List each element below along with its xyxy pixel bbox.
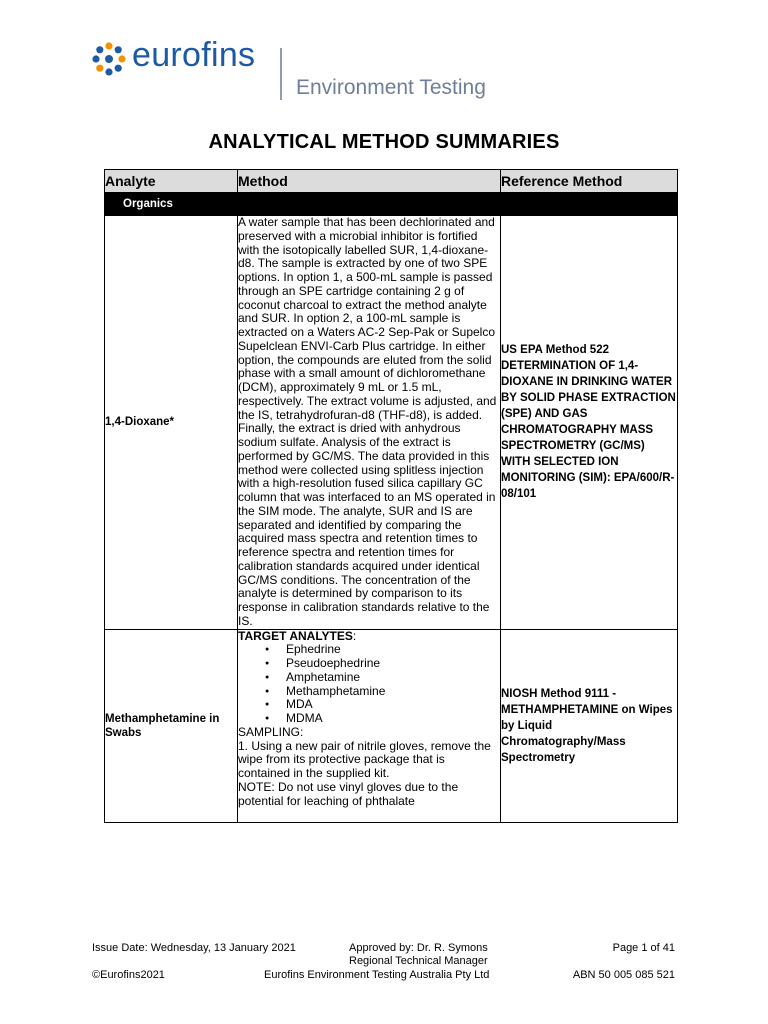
- list-item: ● Amphetamine: [286, 671, 500, 685]
- column-header-method: Method: [238, 170, 501, 193]
- company-logo-text: eurofins: [132, 36, 256, 74]
- method-summary-table: [104, 169, 678, 823]
- table-row: [105, 629, 678, 822]
- sampling-note: NOTE: Do not use vinyl gloves due to the potential for leaching of phthalate: [238, 779, 459, 808]
- page-number: Page 1 of 41: [612, 942, 675, 954]
- table-header-row: [105, 170, 678, 193]
- list-item: ● Pseudoephedrine: [286, 657, 500, 671]
- approved-by: Approved by: Dr. R. Symons: [349, 942, 488, 954]
- analyte-cell: 1,4-Dioxane*: [105, 216, 238, 630]
- approver-title: Regional Technical Manager: [349, 955, 488, 967]
- method-cell: TARGET ANALYTES: ● Ephedrine ● Pseudoephedrine ● Amphetamine ● Methamphetamine ● MDA ● MDMA SAMPLING: 1. Using a new pair of nitrile gloves, remove the wipe from its protective package that is contained in the supplied kit. NOTE: Do not use vinyl gloves due to the potential for leaching of phthalate: [238, 629, 501, 822]
- page-title: ANALYTICAL METHOD SUMMARIES: [208, 131, 560, 153]
- logo-divider: [280, 48, 282, 100]
- division-name: Environment Testing: [296, 76, 486, 99]
- eurofins-logo-icon: [92, 42, 126, 76]
- sampling-step: 1. Using a new pair of nitrile gloves, remove the wipe from its protective package that is contained in the supplied kit.: [238, 738, 491, 780]
- reference-cell: NIOSH Method 9111 - METHAMPHETAMINE on Wipes by Liquid Chromatography/Mass Spectrometry: [501, 629, 678, 822]
- issue-date: Issue Date: Wednesday, 13 January 2021: [92, 942, 296, 954]
- reference-cell: US EPA Method 522 DETERMINATION OF 1,4-DIOXANE IN DRINKING WATER BY SOLID PHASE EXTRACTION (SPE) AND GAS CHROMATOGRAPHY MASS SPECTROMETRY (GC/MS) WITH SELECTED ION MONITORING (SIM): EPA/600/R-08/101: [501, 216, 678, 630]
- sampling-heading: SAMPLING:: [238, 724, 304, 739]
- target-analytes-heading: TARGET ANALYTES: [238, 629, 353, 643]
- method-cell: A water sample that has been dechlorinated and preserved with a microbial inhibitor is fortified with the isotopically labelled SUR, 1,4-dioxane-d8. The sample is extracted by one of two SPE options. In option 1, a 500-mL sample is passed through an SPE cartridge containing 2 g of coconut charcoal to extract the method analyte and SUR. In option 2, a 100-mL sample is extracted on a Waters AC-2 Sep-Pak or Supelco Supelclean ENVI-Carb Plus cartridge. In either option, the compounds are eluted from the solid phase with a small amount of dichloromethane (DCM), approximately 9 mL or 1.5 mL, respectively. The extract volume is adjusted, and the IS, tetrahydrofuran-d8 (THF-d8), is added. Finally, the extract is dried with anhydrous sodium sulfate. Analysis of the extract is performed by GC/MS. The data provided in this method were collected using splitless injection with a high-resolution fused silica capillary GC column that was interfaced to an MS operated in the SIM mode. The analyte, SUR and IS are separated and identified by comparing the acquired mass spectra and retention times to reference spectra and retention times for calibration standards acquired under identical GC/MS conditions. The concentration of the analyte is determined by comparison to its response in calibration standards relative to the IS.: [238, 216, 501, 630]
- column-header-reference: Reference Method: [501, 170, 678, 193]
- list-item: ● MDA: [286, 698, 500, 712]
- analyte-cell: Methamphetamine in Swabs: [105, 629, 238, 822]
- target-analyte-list: [238, 643, 500, 726]
- table-row: [105, 216, 678, 630]
- company-name: Eurofins Environment Testing Australia Pty Ltd: [264, 969, 490, 981]
- section-row-organics: [105, 193, 678, 216]
- list-item: ● Methamphetamine: [286, 685, 500, 699]
- list-item: ● MDMA: [286, 712, 500, 726]
- column-header-analyte: Analyte: [105, 170, 238, 193]
- list-item: ● Ephedrine: [286, 643, 500, 657]
- abn: ABN 50 005 085 521: [572, 969, 675, 981]
- copyright: ©Eurofins2021: [92, 969, 165, 981]
- section-label: Organics: [123, 198, 173, 210]
- page-header: [0, 0, 768, 115]
